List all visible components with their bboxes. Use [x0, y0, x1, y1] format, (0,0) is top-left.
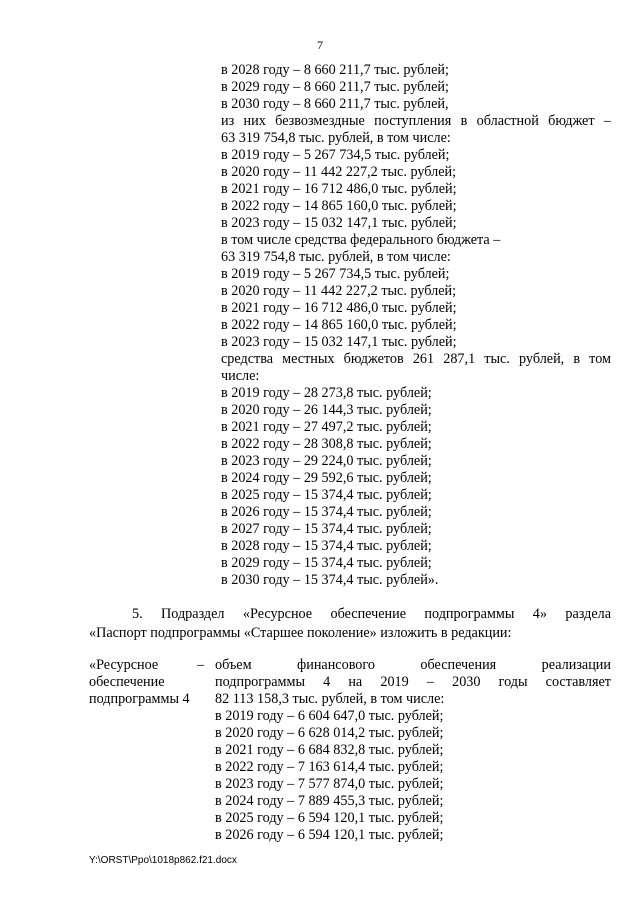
- text-line: 63 319 754,8 тыс. рублей, в том числе:: [221, 130, 451, 146]
- text-line: в 2030 году – 8 660 211,7 тыс. рублей,: [221, 96, 449, 112]
- text-line: в 2021 году – 16 712 486,0 тыс. рублей;: [221, 181, 457, 197]
- text-line: в 2019 году – 5 267 734,5 тыс. рублей;: [221, 266, 450, 282]
- text-line: 63 319 754,8 тыс. рублей, в том числе:: [221, 249, 451, 265]
- text-line: в 2028 году – 15 374,4 тыс. рублей;: [221, 538, 432, 554]
- text-line: в 2022 году – 14 865 160,0 тыс. рублей;: [221, 317, 457, 333]
- content-line: в 2026 году – 6 594 120,1 тыс. рублей;: [215, 827, 444, 843]
- file-path-footer: Y:\ORST\Ppo\1018p862.f21.docx: [89, 855, 237, 866]
- text-line: в 2022 году – 14 865 160,0 тыс. рублей;: [221, 198, 457, 214]
- text-line: в 2023 году – 15 032 147,1 тыс. рублей;: [221, 215, 457, 231]
- content-line: в 2025 году – 6 594 120,1 тыс. рублей;: [215, 810, 444, 826]
- text-line: в 2019 году – 5 267 734,5 тыс. рублей;: [221, 147, 450, 163]
- text-line: в 2027 году – 15 374,4 тыс. рублей;: [221, 521, 432, 537]
- label-dash: –: [197, 657, 205, 673]
- text-line: в 2026 году – 15 374,4 тыс. рублей;: [221, 504, 432, 520]
- text-line: в 2028 году – 8 660 211,7 тыс. рублей;: [221, 62, 449, 78]
- content-line: объем финансового обеспечения реализации: [215, 657, 611, 673]
- page-number: 7: [317, 38, 323, 52]
- text-line: в 2023 году – 29 224,0 тыс. рублей;: [221, 453, 432, 469]
- resource-content: [215, 657, 611, 844]
- text-line: из них безвозмездные поступления в областной бюджет –: [221, 113, 611, 129]
- text-line: в 2025 году – 15 374,4 тыс. рублей;: [221, 487, 432, 503]
- text-line: числе:: [221, 368, 260, 384]
- funding-text-block: [221, 62, 611, 589]
- text-line: в 2020 году – 11 442 227,2 тыс. рублей;: [221, 283, 457, 299]
- content-line: в 2020 году – 6 628 014,2 тыс. рублей;: [215, 725, 444, 741]
- text-line: в 2020 году – 26 144,3 тыс. рублей;: [221, 402, 432, 418]
- content-line: в 2022 году – 7 163 614,4 тыс. рублей;: [215, 759, 444, 775]
- section-5-paragraph: [89, 605, 611, 643]
- content-line: в 2024 году – 7 889 455,3 тыс. рублей;: [215, 793, 444, 809]
- text-line: в 2029 году – 8 660 211,7 тыс. рублей;: [221, 79, 449, 95]
- resource-label: [89, 657, 211, 708]
- content-line: подпрограммы 4 на 2019 – 2030 годы составляет: [215, 674, 611, 690]
- text-line: в том числе средства федерального бюджета –: [221, 232, 501, 248]
- text-line: в 2019 году – 28 273,8 тыс. рублей;: [221, 385, 432, 401]
- text-line: в 2023 году – 15 032 147,1 тыс. рублей;: [221, 334, 457, 350]
- text-line: в 2020 году – 11 442 227,2 тыс. рублей;: [221, 164, 457, 180]
- label-line: обеспечение: [89, 674, 165, 690]
- text-line: в 2029 году – 15 374,4 тыс. рублей;: [221, 555, 432, 571]
- text-line: средства местных бюджетов 261 287,1 тыс. рублей, в том: [221, 351, 611, 367]
- content-line: в 2019 году – 6 604 647,0 тыс. рублей;: [215, 708, 444, 724]
- content-line: 82 113 158,3 тыс. рублей, в том числе:: [215, 691, 445, 707]
- section-5-line-2: «Паспорт подпрограммы «Старшее поколение» изложить в редакции:: [89, 625, 512, 641]
- text-line: в 2021 году – 16 712 486,0 тыс. рублей;: [221, 300, 457, 316]
- content-line: в 2023 году – 7 577 874,0 тыс. рублей;: [215, 776, 444, 792]
- text-line: в 2022 году – 28 308,8 тыс. рублей;: [221, 436, 432, 452]
- text-line: в 2024 году – 29 592,6 тыс. рублей;: [221, 470, 432, 486]
- text-line: в 2030 году – 15 374,4 тыс. рублей».: [221, 572, 439, 588]
- label-line: «Ресурсное: [89, 657, 159, 673]
- content-line: в 2021 году – 6 684 832,8 тыс. рублей;: [215, 742, 444, 758]
- label-line: подпрограммы 4: [89, 691, 190, 707]
- text-line: в 2021 году – 27 497,2 тыс. рублей;: [221, 419, 432, 435]
- section-5-line-1: 5. Подраздел «Ресурсное обеспечение подпрограммы 4» раздела: [132, 606, 611, 622]
